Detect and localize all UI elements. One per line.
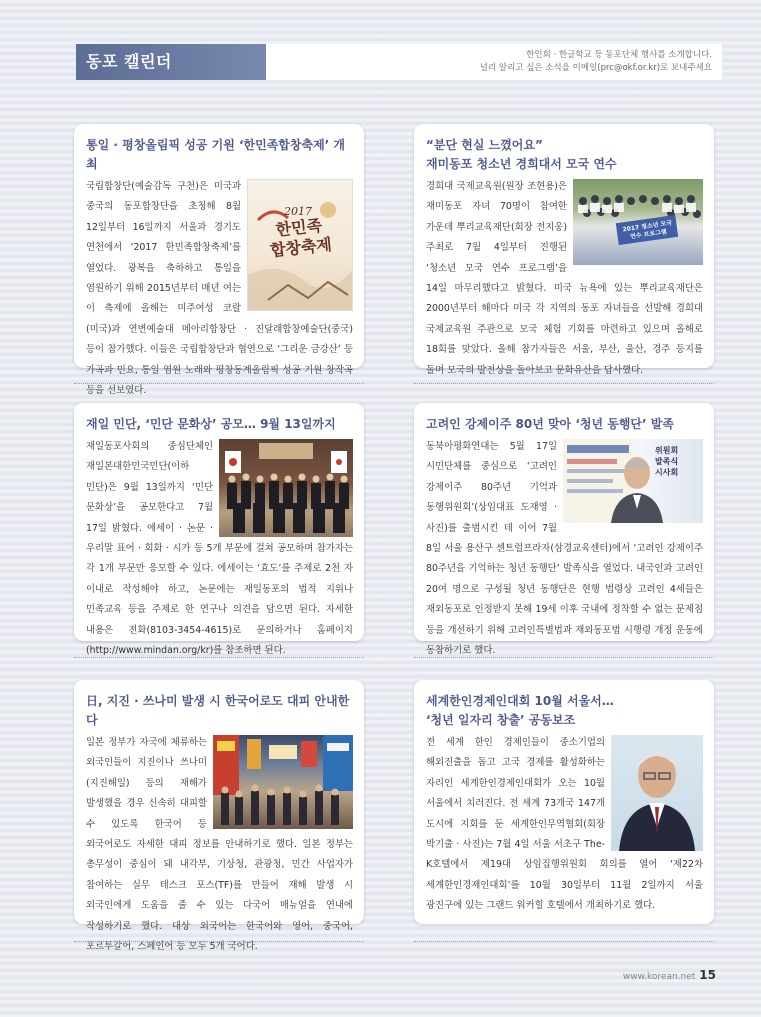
president-graphic xyxy=(611,735,703,851)
photo-banner-text: 2017 청소년 모국 연수 프로그램 xyxy=(622,219,673,241)
section-description-line2: 널리 알리고 싶은 소식을 이메일(prc@okf.or.kr)로 보내주세요 xyxy=(479,63,712,73)
okta-president-photo xyxy=(611,735,703,851)
divider xyxy=(74,941,364,942)
article-body: 전 세계 한인 경제인들이 중소기업의 해외진출을 돕고 고국 경제를 활성화하는 자리인 세계한인경제인대회가 오는 10월 서울에서 치러진다. 전 세계 73개국 147개 도시에 지회를 둔 세계한인무역협회(회장 박기출 · 사진)는 7월 4일 서울 서초구 The-K호텔에서 제19대 상임집행위원회 회의를 열어 ‘제22차 세계한인경제인대회’를 10월 30일부터 11월 2일까지 서울 광진구에 있는 그랜드 워커힐 호텔에서 개최하기로 했다. xyxy=(426,737,703,912)
mindan-group-photo xyxy=(219,439,353,537)
article-title: 세계한인경제인대회 10월 서울서… xyxy=(426,694,614,708)
group-graphic xyxy=(573,179,703,265)
article-body: 일본 정부가 자국에 체류하는 외국인들이 지진이나 쓰나미(지진해일) 등의 재해가 발생했을 경우 신속히 대피할 수 있도록 한국어 등 외국어로도 자세한 대피 정보를 안내하기로 했다. 일본 정부는 총무성이 중심이 돼 내각부, 기상청, 관광청, 민간 사업자가 참여하는 실무 테스크 포스(TF)를 만들어 재해 발생 시 외국인에게 도움을 줄 수 있는 다국어 매뉴얼을 연내에 작성하기로 했다. 대상 외국어는 한국어와 영어, 중국어, 포르투갈어, 스페인어 등 모두 5개 국어다. xyxy=(86,737,353,953)
divider xyxy=(74,657,364,658)
article-title: 日, 지진 · 쓰나미 발생 시 한국어로도 대피 안내한다 xyxy=(86,694,350,727)
article-card-business-convention xyxy=(414,680,714,924)
photo-banner-text: 위원회 발족식 시사회 xyxy=(655,446,679,477)
article-body: 동북아평화연대는 5월 17일 시민단체를 중심으로 ‘고려인 강제이주 80주년 기억과 동행위원회’(상임대표 도재영 · 사진)를 출범시킨 데 이어 7월 8일 서울 용산구 센트럴프라자(삼경교육센터)에서 ‘고려인 강제이주 80주년을 기억하는 청년 동행단’ 발족식을 열었다. 내국인과 고려인 20여 명으로 구성될 청년 동행단은 현행 법령상 고려인 4세들은 재외동포로 인정받지 못해 19세 이후 국내에 정착할 수 없는 문제점 등을 개선하기 위해 고려인특별법과 재외동포법 시행령 개정 운동에 동참하기로 했다. xyxy=(426,441,703,657)
divider xyxy=(74,383,364,384)
article-card-youth-program xyxy=(414,124,714,376)
mindan-group-graphic xyxy=(219,439,353,537)
article-body: 국립합창단(예술감독 구천)은 미국과 중국의 동포합창단을 초청해 8월 12일부터 16일까지 서울과 경기도 연천에서 ‘2017 한민족합창축제’를 열었다. 광복을 축하하고 통일을 염원하기 위해 2015년부터 매년 여는 이 축제에 올해는 미주여성 코랄(미국)과 연변예술대 메아리합창단 · 진달래합창예술단(중국) 등이 참가했다. 이들은 국립합창단과 협연으로 ‘그리운 금강산’ 등 가곡과 민요, 통일 염원 노래와 평창동계올림픽 성공 기원 창작곡 등을 선보였다. xyxy=(86,181,353,397)
footer-site: www.korean.net xyxy=(622,972,696,982)
street-graphic xyxy=(213,735,353,829)
article-title: 재일 민단, ‘민단 문화상’ 공모… 9월 13일까지 xyxy=(86,417,336,431)
article-card-japan-evacuation xyxy=(74,680,364,953)
section-header xyxy=(76,44,722,80)
osaka-street-photo xyxy=(213,735,353,829)
article-card-choir-festival xyxy=(74,124,364,397)
divider xyxy=(414,657,714,658)
poster-title: 한민족 합창축제 xyxy=(269,215,333,261)
divider xyxy=(414,383,714,384)
poster-year: 2017 xyxy=(284,205,312,218)
section-title: 동포 캘린더 xyxy=(76,44,266,80)
section-description-line1: 한인회 · 한글학교 등 동포단체 행사를 소개합니다. xyxy=(526,50,712,60)
article-title: 고려인 강제이주 80년 맞아 ‘청년 동행단’ 발족 xyxy=(426,417,674,431)
divider xyxy=(414,941,714,942)
page-footer xyxy=(623,968,716,982)
article-card-goryeoin xyxy=(414,403,714,657)
article-subtitle: ‘청년 일자리 창출’ 공동보조 xyxy=(426,713,576,727)
section-description xyxy=(480,49,712,75)
article-card-mindan-award xyxy=(74,403,364,657)
article-body: 재일동포사회의 중심단체인 재일본대한민국민단(이하 민단)은 9월 13일까지 ‘민단 문화상’을 공모한다고 7월 17일 밝혔다. 에세이 · 논문 · 우리말 표어 · 회화 · 시가 등 5개 부문에 걸쳐 공모하며 참가자는 각 1개 부문만 응모할 수 있다. 에세이는 ‘효도’를 주제로 2천 자 이내로 작성해야 하고, 논문에는 재일동포의 법적 지위나 민족교육 등을 주제로 한 연구나 의견을 담으면 된다. 자세한 내용은 전화(8103-3454-4615)로 문의하거나 홈페이지(http://www.mindan.org/kr)를 참조하면 된다. xyxy=(86,441,353,657)
article-title: “분단 현실 느꼈어요” xyxy=(426,138,543,152)
article-body: 경희대 국제교육원(원장 조현용)은 재미동포 자녀 70명이 참여한 가운데 뿌리교육재단(회장 전지웅) 주최로 7월 4일부터 진행된 ‘청소년 모국 연수 프로그램’을 14일 마무리했다고 밝혔다. 미국 뉴욕에 있는 뿌리교육재단은 2000년부터 해마다 미국 각 지역의 동포 자녀들을 선발해 경희대 국제교육원 주관으로 모국 체험 기회를 마련하고 있으며 올해로 18회를 맞았다. 올해 참가자들은 서울, 부산, 울산, 경주 등지를 돌며 모국의 발전상을 돌아보고 문화유산을 답사했다. xyxy=(426,181,703,376)
goryeoin-chairman-photo xyxy=(563,439,703,523)
article-title: 통일 · 평창올림픽 성공 기원 ‘한민족합창축제’ 개최 xyxy=(86,138,345,171)
youth-group-photo xyxy=(573,179,703,265)
page-number: 15 xyxy=(699,968,716,982)
article-subtitle: 재미동포 청소년 경희대서 모국 연수 xyxy=(426,157,617,171)
festival-poster-image xyxy=(247,179,353,311)
